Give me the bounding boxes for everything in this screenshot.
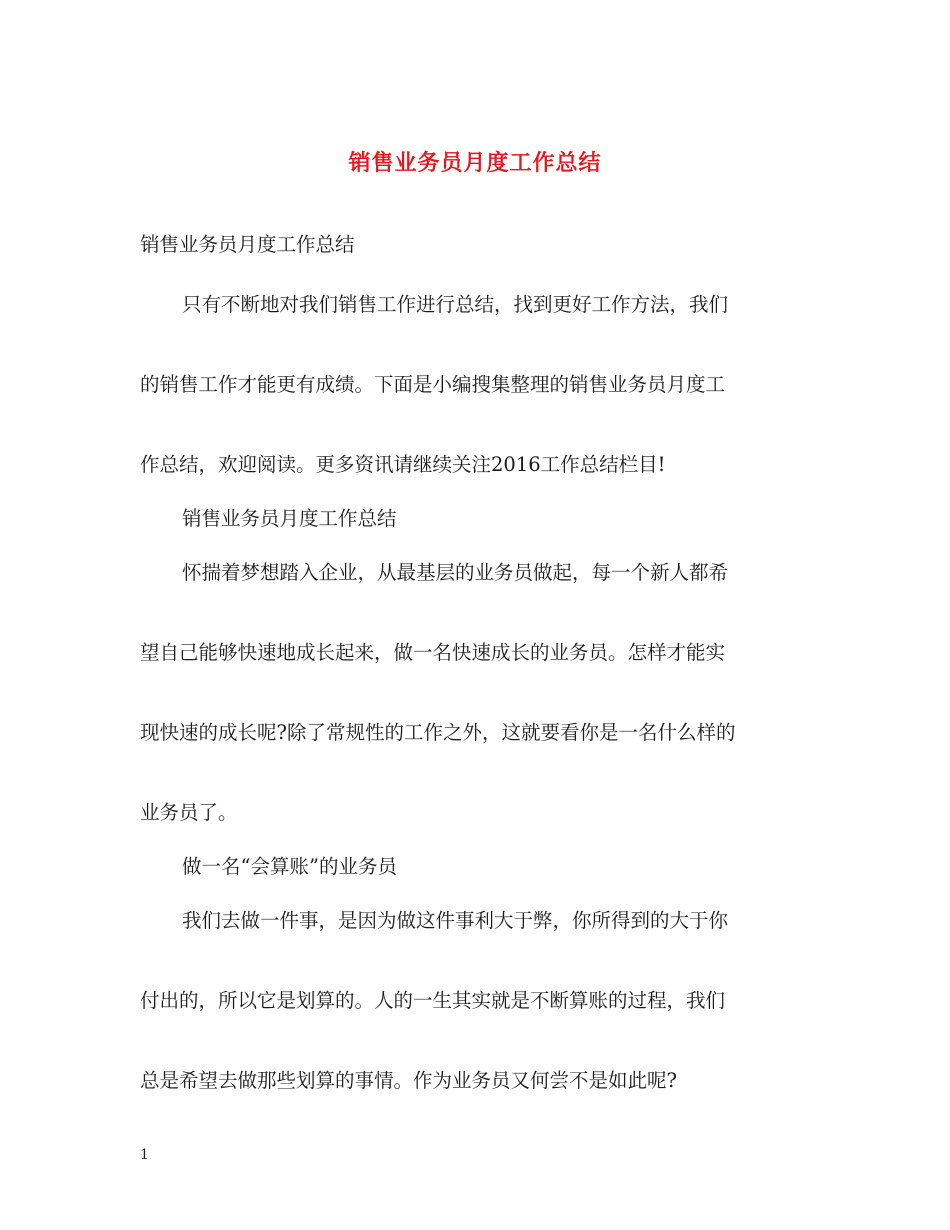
- paragraph-line: 望自己能够快速地成长起来，做一名快速成长的业务员。怎样才能实: [140, 641, 726, 664]
- paragraph-line: 怀揣着梦想踏入企业，从最基层的业务员做起，每一个新人都希: [182, 561, 729, 584]
- paragraph-line: 业务员了。: [140, 801, 238, 824]
- section-heading: 销售业务员月度工作总结: [182, 507, 397, 530]
- paragraph-line: 作总结，欢迎阅读。更多资讯请继续关注2016工作总结栏目!: [140, 453, 666, 476]
- section-heading: 做一名“会算账”的业务员: [182, 855, 397, 878]
- document-body: [140, 230, 810, 1096]
- paragraph-line: 付出的，所以它是划算的。人的一生其实就是不断算账的过程，我们: [140, 989, 726, 1012]
- paragraph-line: 现快速的成长呢?除了常规性的工作之外，这就要看你是一名什么样的: [140, 721, 736, 744]
- page-number: 1: [140, 1147, 149, 1163]
- paragraph-line: 的销售工作才能更有成绩。下面是小编搜集整理的销售业务员月度工: [140, 373, 726, 396]
- paragraph-line: 我们去做一件事，是因为做这件事利大于弊，你所得到的大于你: [182, 909, 729, 932]
- document-title: 销售业务员月度工作总结: [348, 150, 602, 176]
- paragraph-line: 总是希望去做那些划算的事情。作为业务员又何尝不是如此呢?: [140, 1069, 677, 1092]
- paragraph-line: 只有不断地对我们销售工作进行总结，找到更好工作方法，我们: [182, 293, 729, 316]
- section-heading: 销售业务员月度工作总结: [140, 233, 355, 256]
